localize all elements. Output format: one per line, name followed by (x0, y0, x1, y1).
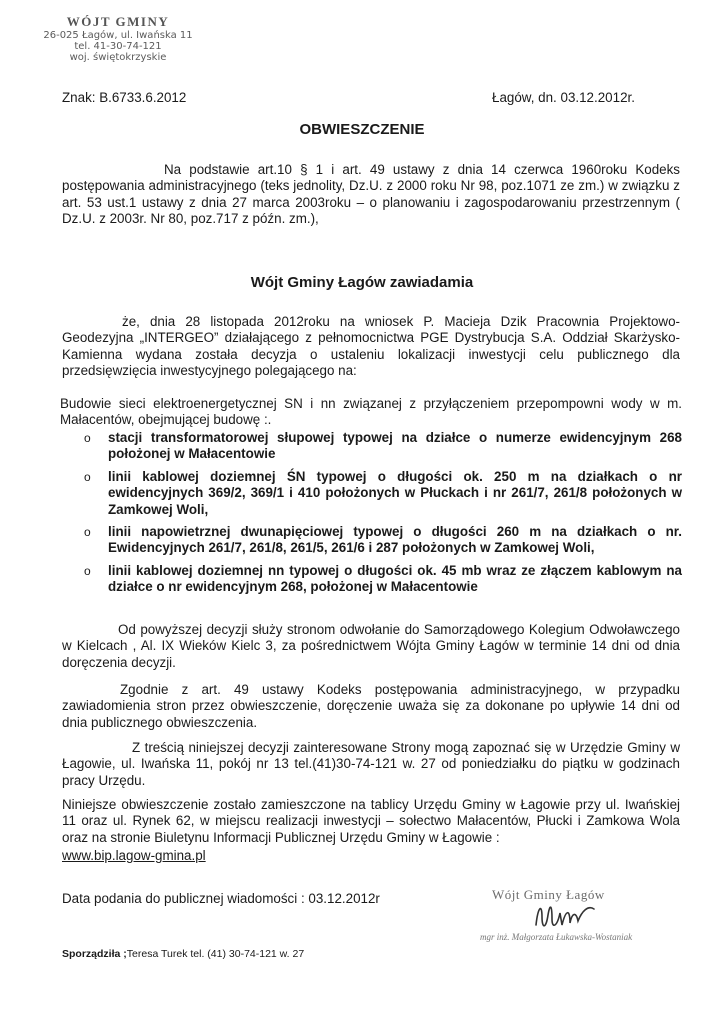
list-item-text: stacji transformatorowej słupowej typowej na działce o numerze ewidencyjnym 268 położonej w Małacentowie (108, 430, 682, 462)
bullet-icon: o (84, 563, 91, 578)
place-date: Łagów, dn. 03.12.2012r. (492, 90, 635, 105)
appeal-paragraph: Od powyższej decyzji służy stronom odwołanie do Samorządowego Kolegium Odwoławczego w Kielcach , Al. IX Wieków Kielc 3, za pośrednictwem Wójta Gminy Łagów w terminie 14 dni od dnia doręczenia decyzji. (62, 622, 680, 670)
reference-number: Znak: B.6733.6.2012 (62, 90, 187, 105)
scope-paragraph: Budowie sieci elektroenergetycznej SN i nn związanej z przyłączeniem przepompowni wody w m. Małacentów, obejmującej budowę :. (60, 396, 682, 428)
posted-paragraph: Niniejsze obwieszczenie zostało zamieszczone na tablicy Urzędu Gminy w Łagowie przy ul. Iwańskiej 11 oraz ul. Rynek 62, w miejscu realizacji inwestycji – sołectwo Małacentów, Płucki i Zamkowa Wola oraz na stronie Biuletynu Informacji Publicznej Urzędu Gminy w Łagowie : (62, 797, 680, 845)
publication-date: Data podania do publicznej wiadomości : 03.12.2012r (62, 891, 380, 906)
notice-paragraph: że, dnia 28 listopada 2012roku na wniosek P. Macieja Dzik Pracownia Projektowo-Geodezyjna „INTERGEO” działającego z pełnomocnictwa PGE Dystrybucja S.A. Oddział Skarżysko- Kamienna wydana została decyzja o ustaleniu lokalizacji inwestycji celu publicznego dla przedsięwzięcia inwestycyjnego polegającego na: (62, 314, 680, 379)
subtitle: Wójt Gminy Łagów zawiadamia (250, 274, 474, 291)
prepared-by-label: Sporządziła ; (62, 948, 127, 960)
investment-items-list (84, 430, 682, 602)
list-item-text: linii kablowej doziemnej nn typowej o długości ok. 45 mb wraz ze złączem kablowym na działce o nr ewidencyjnym 268, położonej w Małacentowie (108, 562, 682, 595)
delivery-paragraph: Zgodnie z art. 49 ustawy Kodeks postępowania administracyjnego, w przypadku zawiadomienia stron przez obwieszczenie, doręczenie uważa się za dokonane po upływie 14 dni od dnia publicznego obwieszczenia. (62, 682, 680, 730)
access-paragraph: Z treścią niniejszej decyzji zainteresowane Strony mogą zapoznać się w Urzędzie Gminy w Łagowie, ul. Iwańska 11, pokój nr 13 tel.(41)30-74-121 w. 27 od poniedziałku do piątku w godzinach pracy Urzędu. (62, 740, 680, 788)
prepared-by-line (62, 948, 304, 960)
stamp-line-1: WÓJT GMINY (66, 14, 170, 29)
list-item (84, 563, 682, 596)
bullet-icon: o (84, 525, 91, 540)
bullet-icon: o (84, 431, 91, 445)
intro-paragraph: Na podstawie art.10 § 1 i art. 49 ustawy z dnia 14 czerwca 1960roku Kodeks postępowania administracyjnego (teks jednolity, Dz.U. z 2000 roku Nr 98, poz.1071 ze zm.) w związku z art. 53 ust.1 ustawy z dnia 27 marca 2003roku – o planowaniu i zagospodarowaniu przestrzennym ( Dz.U. z 2003r. Nr 80, poz.717 z późn. zm.), (62, 162, 680, 227)
list-item (84, 524, 682, 557)
bip-link[interactable]: www.bip.lagow-gmina.pl (62, 848, 206, 863)
list-item (84, 430, 682, 463)
stamp-line-2: 26-025 Łagów, ul. Iwańska 11 (43, 30, 193, 41)
office-stamp (28, 14, 208, 63)
signatory-name: mgr inż. Małgorzata Łukawska-Wostaniak (480, 932, 633, 942)
stamp-line-3: tel. 41-30-74-121 (74, 41, 162, 52)
list-item (84, 469, 682, 518)
document-title: OBWIESZCZENIE (299, 121, 425, 138)
bullet-icon: o (84, 469, 91, 484)
signature-stamp: Wójt Gminy Łagów (492, 887, 605, 902)
list-item-text: linii napowietrznej dwunapięciowej typowej o długości 260 m na działkach o nr. Ewidencyjnych 261/7, 261/8, 261/5, 261/6 i 287 położonych w Zamkowej Woli, (108, 524, 682, 556)
list-item-text: linii kablowej doziemnej ŚN typowej o długości ok. 250 m na działkach o nr ewidencyjnych 369/2, 369/1 i 410 położonych w Płuckach i nr 261/7, 261/8 położonych w Zamkowej Woli, (108, 468, 682, 517)
prepared-by-value: Teresa Turek tel. (41) 30-74-121 w. 27 (126, 948, 305, 960)
stamp-line-4: woj. świętokrzyskie (69, 52, 167, 63)
